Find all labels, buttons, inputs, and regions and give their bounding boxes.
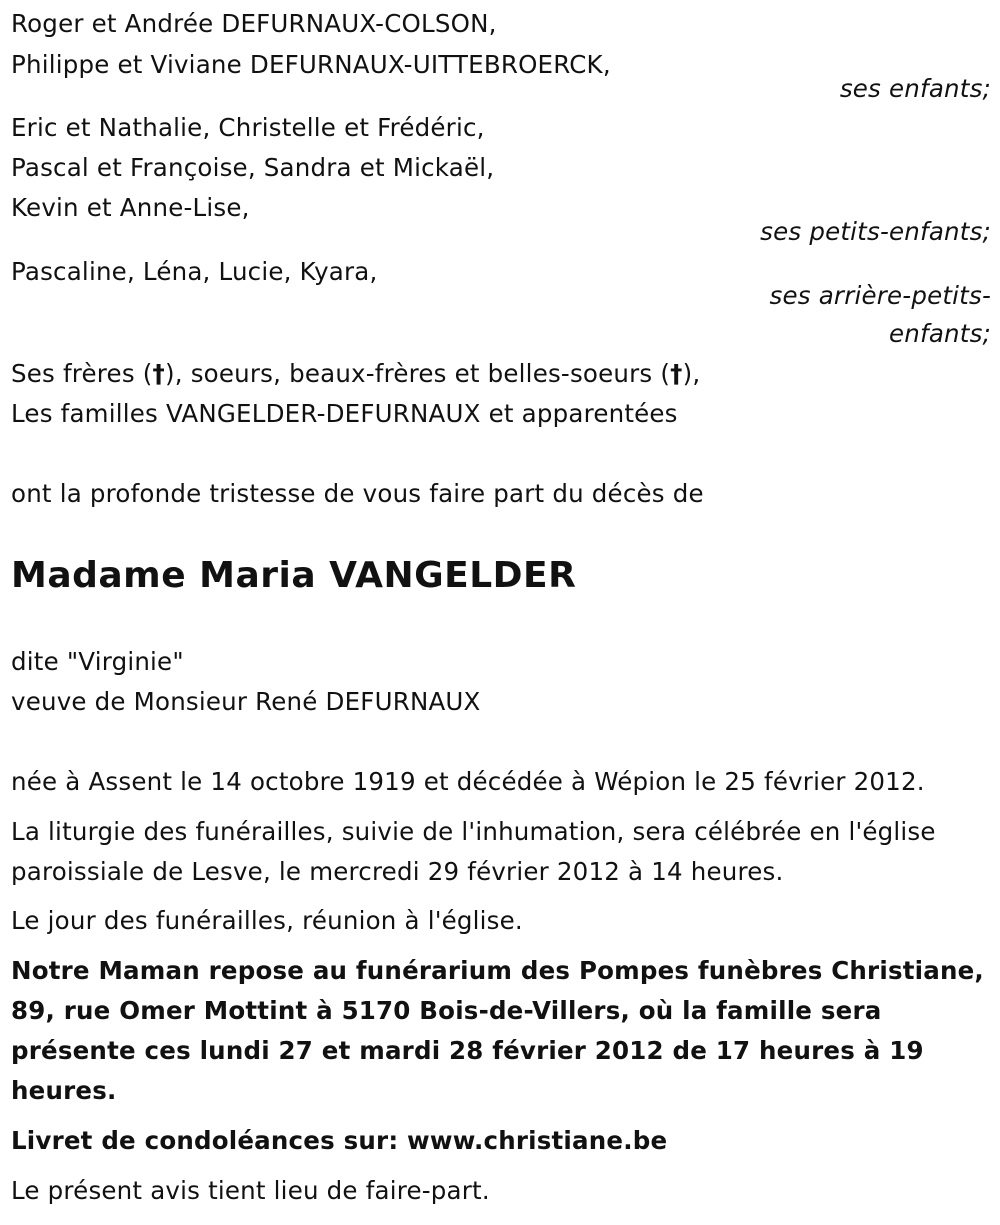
birth-death: née à Assent le 14 octobre 1919 et décédée à Wépion le 25 février 2012. (11, 767, 925, 796)
children-line-2: Philippe et Viviane DEFURNAUX-UITTEBROERCK, (11, 50, 611, 79)
notice-line: Le présent avis tient lieu de faire-part. (11, 1176, 490, 1205)
children-line-1: Roger et Andrée DEFURNAUX-COLSON, (11, 9, 497, 38)
great-grandchildren-label-2: enfants; (889, 319, 991, 348)
widow-of: veuve de Monsieur René DEFURNAUX (11, 687, 481, 716)
liturgy-line-2: paroissiale de Lesve, le mercredi 29 février 2012 à 14 heures. (11, 857, 784, 886)
great-grandchildren-label-1: ses arrière-petits- (769, 281, 991, 310)
grandchildren-line-1: Eric et Nathalie, Christelle et Frédéric, (11, 113, 485, 142)
funerarium-line-3: présente ces lundi 27 et mardi 28 février 2012 de 17 heures à 19 (11, 1036, 924, 1065)
grandchildren-line-3: Kevin et Anne-Lise, (11, 193, 250, 222)
siblings-text-1: Ses frères ( (11, 359, 153, 388)
funerarium-line-1: Notre Maman repose au funérarium des Pompes funèbres Christiane, (11, 956, 984, 985)
cross-icon: † (152, 359, 165, 388)
funerarium-line-2: 89, rue Omer Mottint à 5170 Bois-de-Villers, où la famille sera (11, 996, 882, 1025)
condolences-line: Livret de condoléances sur: www.christiane.be (11, 1126, 668, 1155)
meeting-info: Le jour des funérailles, réunion à l'église. (11, 906, 523, 935)
siblings-text-3: ), (682, 359, 701, 388)
siblings-line (11, 359, 701, 388)
liturgy-line-1: La liturgie des funérailles, suivie de l'inhumation, sera célébrée en l'église (11, 817, 936, 846)
great-grandchildren-line: Pascaline, Léna, Lucie, Kyara, (11, 257, 378, 286)
announcement-intro: ont la profonde tristesse de vous faire part du décès de (11, 479, 704, 508)
nickname: dite "Virginie" (11, 647, 184, 676)
siblings-text-2: ), soeurs, beaux-frères et belles-soeurs ( (164, 359, 671, 388)
funerarium-line-4: heures. (11, 1076, 117, 1105)
cross-icon: † (670, 359, 683, 388)
families-line: Les familles VANGELDER-DEFURNAUX et apparentées (11, 399, 678, 428)
grandchildren-label: ses petits-enfants; (760, 217, 991, 246)
children-label: ses enfants; (839, 74, 991, 103)
deceased-name: Madame Maria VANGELDER (11, 555, 577, 596)
grandchildren-line-2: Pascal et Françoise, Sandra et Mickaël, (11, 153, 495, 182)
